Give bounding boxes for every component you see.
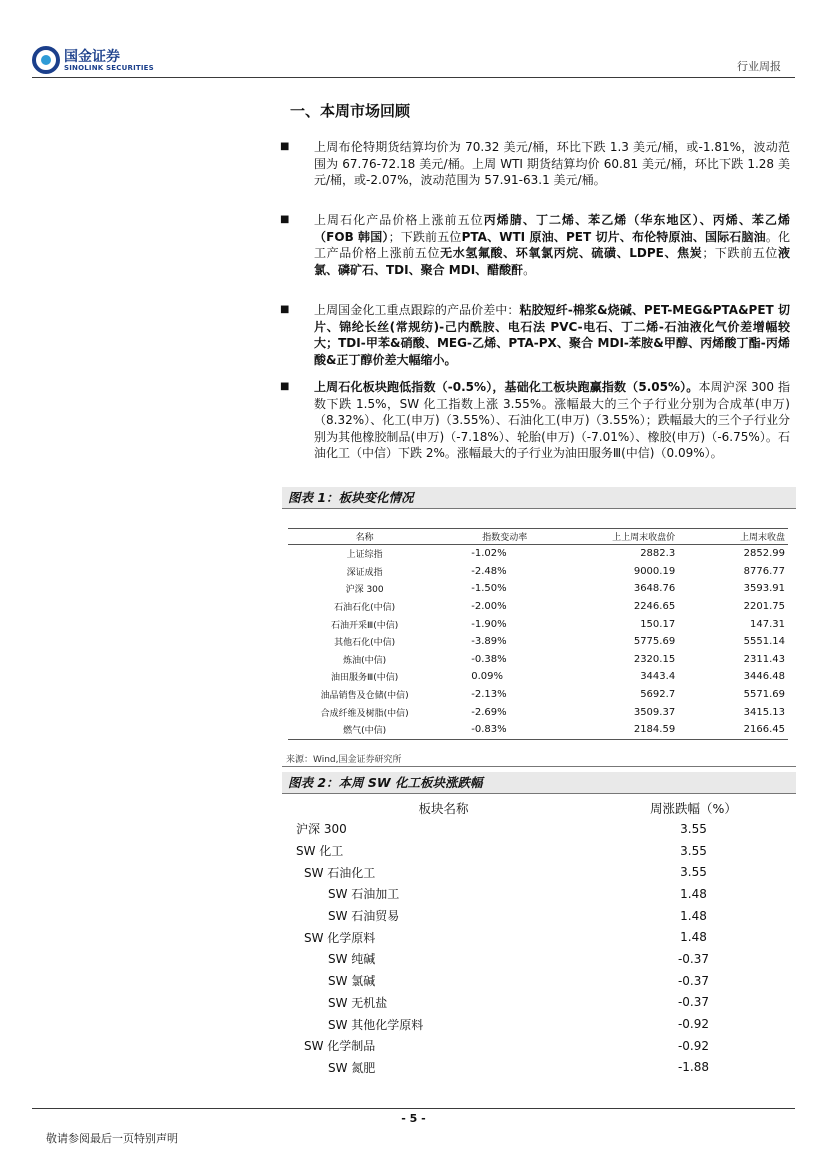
table-cell: -0.38%	[471, 653, 507, 665]
sector-change: -0.92	[677, 1017, 710, 1032]
table-cell: 2184.59	[568, 721, 678, 739]
body-text: ；下跌前五位	[702, 246, 778, 260]
figure2-title: 图表 2：本周 SW 化工板块涨跌幅	[282, 772, 796, 794]
table-row	[288, 905, 788, 927]
table-cell: 2166.45	[678, 721, 788, 739]
sector-name: SW 石油化工	[304, 865, 376, 880]
figure2-table	[288, 797, 788, 1078]
header-divider	[32, 77, 795, 78]
table-row	[288, 721, 788, 739]
table-cell: 2882.3	[640, 548, 676, 560]
table-row	[288, 861, 788, 883]
table-cell: 3415.13	[743, 706, 785, 718]
sector-change: 1.48	[680, 886, 707, 901]
table-cell: 3443.4	[640, 671, 676, 683]
body-text: 。	[523, 262, 536, 277]
sector-change: -0.37	[677, 951, 710, 966]
table-row	[288, 668, 788, 686]
table-cell: 3509.37	[633, 706, 676, 718]
table-cell: 其他石化(中信)	[334, 638, 396, 649]
bullet-icon: ■	[280, 381, 290, 392]
sector-change: 1.48	[680, 908, 707, 923]
table-row	[288, 1035, 788, 1057]
sector-change: 3.55	[680, 821, 707, 836]
logo-text-cn: 国金证券	[64, 49, 120, 65]
table-cell: 2246.65	[633, 601, 676, 613]
table-cell: 石油开采Ⅲ(中信)	[331, 620, 399, 631]
figure1-table	[288, 528, 788, 740]
bold-text: 上周石化板块跑低指数（-0.5%），基础化工板块跑赢指数（5.05%）。	[314, 380, 699, 394]
table-cell: -2.13%	[471, 689, 507, 701]
table-header-cell: 上上周末收盘价	[568, 529, 678, 545]
table-cell: 5551.14	[743, 636, 785, 648]
table-row	[288, 883, 788, 905]
table-cell: 深证成指	[346, 567, 383, 578]
section-title: 一、本周市场回顾	[290, 102, 411, 120]
page-number: - 5 -	[401, 1112, 426, 1125]
bullet-text	[314, 139, 790, 189]
table-cell: -0.83%	[441, 721, 568, 739]
sector-name: SW 纯碱	[328, 952, 376, 967]
table-cell: 上证综指	[346, 550, 383, 561]
company-logo	[32, 46, 162, 80]
sector-change: -0.37	[677, 995, 710, 1010]
table-row	[288, 633, 788, 651]
sector-name: SW 氯碱	[328, 974, 376, 989]
table-cell: 150.17	[640, 618, 676, 630]
body-text: 。化工产品价格上涨前五位	[314, 229, 790, 260]
table-row	[288, 703, 788, 721]
table-row	[288, 970, 788, 992]
table-cell: 沪深 300	[345, 585, 384, 596]
source-divider	[282, 766, 796, 767]
sector-name: SW 石油贸易	[328, 909, 400, 924]
sector-name: SW 化学制品	[304, 1039, 376, 1054]
footer-divider	[32, 1108, 795, 1109]
table-cell: -2.00%	[471, 601, 507, 613]
table-row	[288, 1057, 788, 1079]
bullet-text	[314, 302, 790, 368]
table-row	[288, 615, 788, 633]
table-row	[288, 1013, 788, 1035]
table-row	[288, 563, 788, 581]
sector-change: 3.55	[680, 843, 707, 858]
sector-name: SW 其他化学原料	[328, 1017, 424, 1032]
table-cell: -1.02%	[471, 548, 507, 560]
bullet-paragraph	[280, 212, 790, 278]
body-text: 本周沪深 300 指数下跌 1.5%，SW 化工指数上涨 3.55%。涨幅最大的三个子行业分别为合成革(申万)（8.32%）、化工(申万)（3.55%）、石油化工(申万)（3.55%）；跌幅最大的三个子行业分别为其他橡胶制品(申万)（-7.18%）、轮胎(申万)（-7.01%）、橡胶(申万)（-6.75%）。石油化工（中信）下跌 2%。涨幅最大的子行业为油田服务Ⅲ(中信)（0.09%）。	[314, 380, 790, 460]
bullet-text	[314, 379, 790, 462]
table-header-row	[288, 529, 788, 545]
table-cell: 0.09%	[471, 671, 504, 683]
table-header-cell: 名称	[288, 529, 441, 545]
table-cell: 2320.15	[633, 653, 676, 665]
table-row	[288, 598, 788, 616]
sector-name: SW 石油加工	[328, 887, 400, 902]
table-header-cell: 指数变动率	[441, 529, 568, 545]
table-row	[288, 651, 788, 669]
table-row	[288, 686, 788, 704]
sector-change: -0.37	[677, 973, 710, 988]
table-cell: 2311.43	[743, 653, 785, 665]
table-row	[288, 992, 788, 1014]
logo-text-en: SINOLINK SECURITIES	[64, 64, 154, 72]
table-cell: -3.89%	[471, 636, 507, 648]
table-cell: 9000.19	[633, 565, 676, 577]
table-cell: -2.48%	[471, 565, 507, 577]
table-cell: 5571.69	[743, 689, 785, 701]
sector-name: SW 氮肥	[328, 1060, 376, 1075]
figure1-source: 来源：Wind,国金证券研究所	[286, 755, 402, 765]
table-cell: 3648.76	[633, 583, 676, 595]
table-cell: 石油石化(中信)	[334, 603, 396, 614]
body-text: 上周国金化工重点跟踪的产品价差中：	[314, 303, 520, 317]
table-header-cell: 板块名称	[418, 800, 469, 816]
body-text: 上周布伦特期货结算均价为 70.32 美元/桶，环比下跌 1.3 美元/桶，或-1.81%，波动范围为 67.76-72.18 美元/桶。上周 WTI 期货结算均价 60.81 美元/桶，环比下跌 1.28 美元/桶，或-2.07%，波动范围为 57.91-63.1 美元/桶。	[314, 140, 790, 187]
table-row	[288, 580, 788, 598]
bullet-paragraph	[280, 302, 790, 368]
table-cell: 油田服务Ⅲ(中信)	[331, 673, 399, 684]
sector-name: SW 无机盐	[328, 995, 388, 1010]
table-cell: -1.90%	[471, 618, 507, 630]
bold-text: 液氯、磷矿石、TDI、聚合 MDI、醋酸酐	[314, 246, 790, 277]
bullet-paragraph	[280, 139, 790, 189]
bold-text: 丙烯腈、丁二烯、苯乙烯（华东地区）、丙烯、苯乙烯（FOB 韩国）	[314, 213, 790, 244]
table-row	[288, 818, 788, 840]
table-cell: 油品销售及仓储(中信)	[320, 691, 409, 702]
table-cell: 5775.69	[633, 636, 676, 648]
table-header-row	[288, 797, 788, 818]
sector-name: 沪深 300	[296, 822, 347, 837]
sector-name: SW 化学原料	[304, 930, 376, 945]
bullet-icon: ■	[280, 214, 290, 225]
table-cell: -1.50%	[471, 583, 507, 595]
table-cell: 燃气(中信)	[288, 721, 441, 739]
table-cell: 5692.7	[640, 689, 676, 701]
bullet-icon: ■	[280, 141, 290, 152]
table-cell: 2852.99	[743, 548, 785, 560]
table-cell: 8776.77	[743, 565, 785, 577]
table-cell: 147.31	[750, 618, 785, 630]
table-row	[288, 948, 788, 970]
report-type: 行业周报	[737, 60, 781, 73]
figure1-title: 图表 1：板块变化情况	[282, 487, 796, 509]
body-text: ；下跌前五位	[388, 229, 462, 244]
page-header	[0, 0, 827, 80]
table-header-cell: 周涨跌幅（%）	[650, 800, 737, 816]
logo-icon	[32, 46, 60, 74]
table-row	[288, 545, 788, 563]
table-cell: 炼油(中信)	[343, 655, 387, 666]
table-cell: -2.69%	[471, 706, 507, 718]
sector-change: -1.88	[677, 1060, 710, 1075]
table-row	[288, 926, 788, 948]
bullet-text	[314, 212, 790, 278]
footer-disclaimer: 敬请参阅最后一页特别声明	[46, 1132, 178, 1145]
table-header-cell: 上周末收盘	[678, 529, 788, 545]
bold-text: 粘胶短纤-棉浆&烧碱、PET-MEG&PTA&PET 切片、锦纶长丝(常规纺)-己内酰胺、电石法 PVC-电石、丁二烯-石油液化气价差增幅较大；TDI-甲苯&硝酸、MEG-乙烯、PTA-PX、聚合 MDI-苯胺&甲醇、丙烯酸丁酯-丙烯酸&正丁醇价差大幅缩小。	[314, 303, 790, 367]
body-text: 上周石化产品价格上涨前五位	[314, 213, 484, 227]
bullet-icon: ■	[280, 304, 290, 315]
sector-name: SW 化工	[296, 844, 344, 859]
sector-change: 1.48	[680, 930, 707, 945]
bold-text: PTA、WTI 原油、PET 切片、布伦特原油、国际石脑油	[461, 229, 766, 244]
sector-change: -0.92	[677, 1038, 710, 1053]
bullet-paragraph	[280, 379, 790, 462]
bold-text: 无水氢氟酸、环氧氯丙烷、硫磺、LDPE、焦炭	[440, 246, 703, 260]
sector-change: 3.55	[680, 865, 707, 880]
table-cell: 合成纤维及树脂(中信)	[320, 708, 409, 719]
table-row	[288, 840, 788, 862]
table-cell: 3446.48	[743, 671, 785, 683]
table-cell: 3593.91	[743, 583, 785, 595]
table-cell: 2201.75	[743, 601, 785, 613]
